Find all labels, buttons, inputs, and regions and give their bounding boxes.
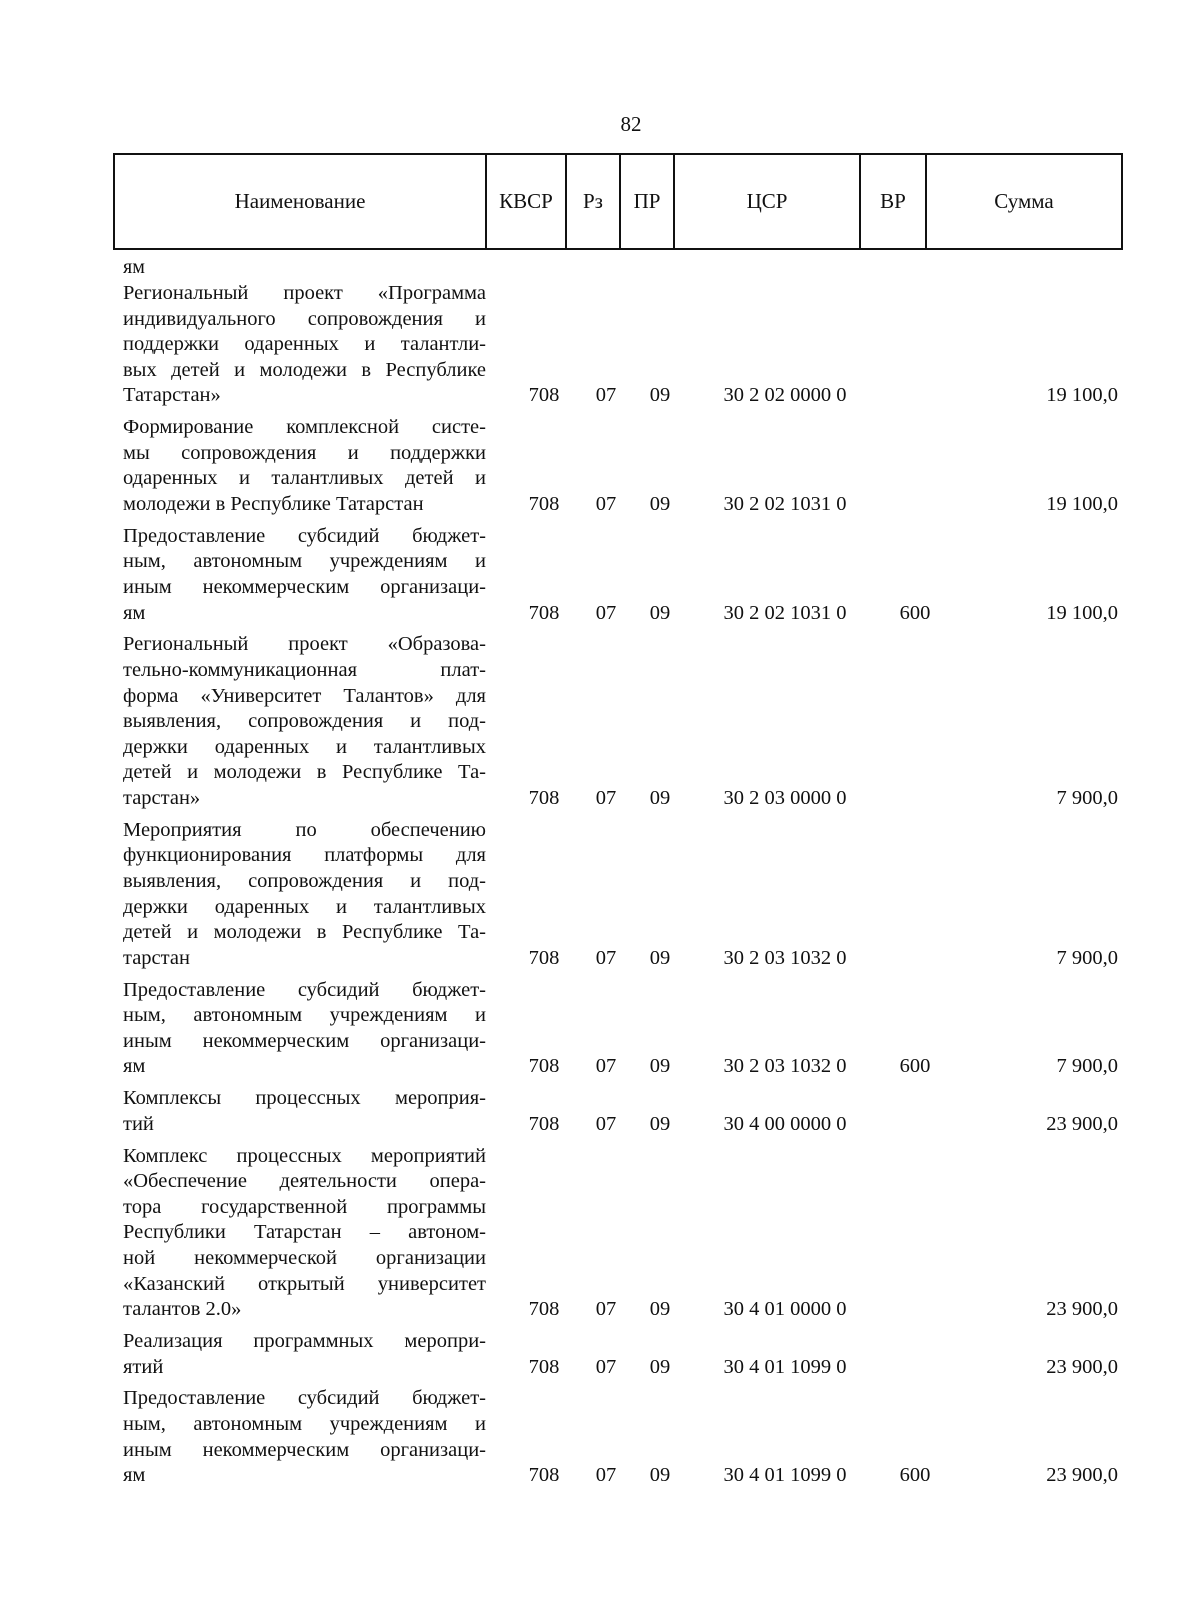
row-name-line: мы сопровождения и поддержки bbox=[123, 441, 486, 464]
row-name bbox=[123, 632, 486, 811]
column-header-pr: ПР bbox=[619, 155, 673, 248]
cell-csr: 30 4 01 1099 0 bbox=[723, 1355, 847, 1378]
cell-kvsr: 708 bbox=[528, 946, 560, 969]
row-name-line: поддержки одаренных и талантли- bbox=[123, 333, 486, 356]
cell-rz: 07 bbox=[595, 1112, 617, 1135]
cell-pr: 09 bbox=[649, 1298, 671, 1321]
row-name-line: выявления, сопровождения и под- bbox=[123, 710, 486, 733]
row-name bbox=[123, 1086, 486, 1137]
row-name-line: Предоставление субсидий бюджет- bbox=[123, 524, 486, 547]
cell-rz: 07 bbox=[595, 1464, 617, 1487]
cell-csr: 30 2 03 1032 0 bbox=[723, 1055, 847, 1078]
table-row bbox=[0, 1329, 1200, 1380]
row-name bbox=[123, 415, 486, 517]
row-name-line: функционирования платформы для bbox=[123, 844, 486, 867]
column-header-vr: ВР bbox=[859, 155, 925, 248]
column-header-sum: Сумма bbox=[925, 155, 1121, 248]
cell-sum: 19 100,0 bbox=[1046, 384, 1118, 407]
table-row bbox=[0, 524, 1200, 626]
cell-kvsr: 708 bbox=[528, 1298, 560, 1321]
cell-rz: 07 bbox=[595, 384, 617, 407]
cell-csr: 30 2 02 0000 0 bbox=[723, 384, 847, 407]
cell-csr: 30 4 00 0000 0 bbox=[723, 1112, 847, 1135]
cell-rz: 07 bbox=[595, 786, 617, 809]
cell-vr: 600 bbox=[899, 1055, 931, 1078]
row-name-line: детей и молодежи в Республике Та- bbox=[123, 761, 486, 784]
table-row bbox=[0, 1086, 1200, 1137]
row-name-line: вых детей и молодежи в Республике bbox=[123, 358, 486, 381]
row-name-line: тий bbox=[123, 1112, 154, 1135]
row-name-line: тарстан bbox=[123, 946, 190, 969]
table-row bbox=[0, 632, 1200, 811]
row-name-line: Предоставление субсидий бюджет- bbox=[123, 1387, 486, 1410]
row-name-line: иным некоммерческим организаци- bbox=[123, 1438, 486, 1461]
row-name-line: держки одаренных и талантливых bbox=[123, 895, 486, 918]
cell-pr: 09 bbox=[649, 384, 671, 407]
cell-kvsr: 708 bbox=[528, 601, 560, 624]
row-name-line: Предоставление субсидий бюджет- bbox=[123, 978, 486, 1001]
cell-kvsr: 708 bbox=[528, 1112, 560, 1135]
cell-pr: 09 bbox=[649, 1055, 671, 1078]
row-name-line: Региональный проект «Программа bbox=[123, 282, 486, 304]
table-row bbox=[0, 415, 1200, 517]
row-name-line: Комплекс процессных мероприятий bbox=[123, 1144, 486, 1167]
cell-kvsr: 708 bbox=[528, 786, 560, 809]
row-name-line: детей и молодежи в Республике Та- bbox=[123, 921, 486, 944]
row-name-line: талантов 2.0» bbox=[123, 1298, 242, 1321]
cell-pr: 09 bbox=[649, 601, 671, 624]
cell-sum: 19 100,0 bbox=[1046, 601, 1118, 624]
cell-csr: 30 4 01 1099 0 bbox=[723, 1464, 847, 1487]
row-name-line: форма «Университет Талантов» для bbox=[123, 684, 486, 707]
cell-csr: 30 2 02 1031 0 bbox=[723, 601, 847, 624]
cell-csr: 30 4 01 0000 0 bbox=[723, 1298, 847, 1321]
table-row bbox=[0, 1144, 1200, 1323]
page-number: 82 bbox=[620, 112, 642, 136]
row-name-line: тора государственной программы bbox=[123, 1195, 486, 1218]
row-name-line: Комплексы процессных мероприя- bbox=[123, 1087, 486, 1110]
column-header-name: Наименование bbox=[234, 189, 366, 213]
row-name-line: выявления, сопровождения и под- bbox=[123, 869, 486, 892]
row-name bbox=[123, 281, 486, 409]
table-row bbox=[0, 818, 1200, 972]
row-name-line: Татарстан» bbox=[123, 384, 221, 407]
row-name-line: Формирование комплексной систе- bbox=[123, 416, 486, 439]
cell-vr: 600 bbox=[899, 601, 931, 624]
table-row bbox=[0, 978, 1200, 1080]
table-row bbox=[0, 1386, 1200, 1488]
row-name-line: Региональный проект «Образова- bbox=[123, 633, 486, 656]
cell-rz: 07 bbox=[595, 1298, 617, 1321]
table-row bbox=[0, 281, 1200, 409]
cell-rz: 07 bbox=[595, 946, 617, 969]
cell-pr: 09 bbox=[649, 1355, 671, 1378]
cell-sum: 7 900,0 bbox=[1056, 946, 1118, 969]
row-name-line: ям bbox=[123, 1055, 146, 1078]
column-header-rz: Рз bbox=[565, 155, 619, 248]
row-name-line: индивидуального сопровождения и bbox=[123, 307, 486, 330]
row-name-line: ной некоммерческой организации bbox=[123, 1246, 486, 1269]
cell-pr: 09 bbox=[649, 786, 671, 809]
row-name-line: иным некоммерческим организаци- bbox=[123, 575, 486, 598]
cell-sum: 19 100,0 bbox=[1046, 492, 1118, 515]
continuation-text: ям bbox=[123, 256, 145, 278]
row-name-line: «Казанский открытый университет bbox=[123, 1272, 486, 1295]
cell-kvsr: 708 bbox=[528, 1055, 560, 1078]
row-name bbox=[123, 978, 486, 1080]
row-name-line: тарстан» bbox=[123, 786, 201, 809]
row-name-line: «Обеспечение деятельности опера- bbox=[123, 1170, 486, 1193]
row-name bbox=[123, 818, 486, 972]
column-header-csr: ЦСР bbox=[673, 155, 859, 248]
cell-sum: 23 900,0 bbox=[1046, 1355, 1118, 1378]
cell-rz: 07 bbox=[595, 1055, 617, 1078]
cell-pr: 09 bbox=[649, 1464, 671, 1487]
cell-sum: 7 900,0 bbox=[1056, 1055, 1118, 1078]
cell-sum: 23 900,0 bbox=[1046, 1112, 1118, 1135]
column-header-kvsr: КВСР bbox=[485, 155, 565, 248]
cell-rz: 07 bbox=[595, 492, 617, 515]
row-name bbox=[123, 1329, 486, 1380]
cell-pr: 09 bbox=[649, 946, 671, 969]
row-name bbox=[123, 524, 486, 626]
cell-csr: 30 2 03 0000 0 bbox=[723, 786, 847, 809]
row-name-line: Мероприятия по обеспечению bbox=[123, 818, 486, 841]
row-name-line: Реализация программных меропри- bbox=[123, 1330, 486, 1352]
cell-sum: 23 900,0 bbox=[1046, 1464, 1118, 1487]
cell-sum: 7 900,0 bbox=[1056, 786, 1118, 809]
row-name-line: ятий bbox=[123, 1355, 164, 1378]
cell-pr: 09 bbox=[649, 492, 671, 515]
cell-rz: 07 bbox=[595, 1355, 617, 1378]
row-name-line: иным некоммерческим организаци- bbox=[123, 1029, 486, 1052]
cell-vr: 600 bbox=[899, 1464, 931, 1487]
cell-pr: 09 bbox=[649, 1112, 671, 1135]
row-name bbox=[123, 1144, 486, 1323]
row-name bbox=[123, 1386, 486, 1488]
row-name-line: молодежи в Республике Татарстан bbox=[123, 492, 424, 515]
cell-rz: 07 bbox=[595, 601, 617, 624]
row-name-line: держки одаренных и талантливых bbox=[123, 735, 486, 758]
cell-sum: 23 900,0 bbox=[1046, 1298, 1118, 1321]
row-name-line: тельно-коммуникационная плат- bbox=[123, 658, 486, 681]
cell-kvsr: 708 bbox=[528, 492, 560, 515]
row-name-line: ным, автономным учреждениям и bbox=[123, 1004, 486, 1027]
cell-csr: 30 2 03 1032 0 bbox=[723, 946, 847, 969]
row-name-line: ям bbox=[123, 1464, 146, 1487]
table-header bbox=[113, 153, 1123, 250]
row-name-line: ным, автономным учреждениям и bbox=[123, 1412, 486, 1435]
cell-kvsr: 708 bbox=[528, 384, 560, 407]
row-name-line: Республики Татарстан – автоном- bbox=[123, 1221, 486, 1244]
row-name-line: ным, автономным учреждениям и bbox=[123, 550, 486, 573]
cell-csr: 30 2 02 1031 0 bbox=[723, 492, 847, 515]
cell-kvsr: 708 bbox=[528, 1355, 560, 1378]
cell-kvsr: 708 bbox=[528, 1464, 560, 1487]
row-name-line: ям bbox=[123, 601, 146, 624]
row-name-line: одаренных и талантливых детей и bbox=[123, 467, 486, 490]
